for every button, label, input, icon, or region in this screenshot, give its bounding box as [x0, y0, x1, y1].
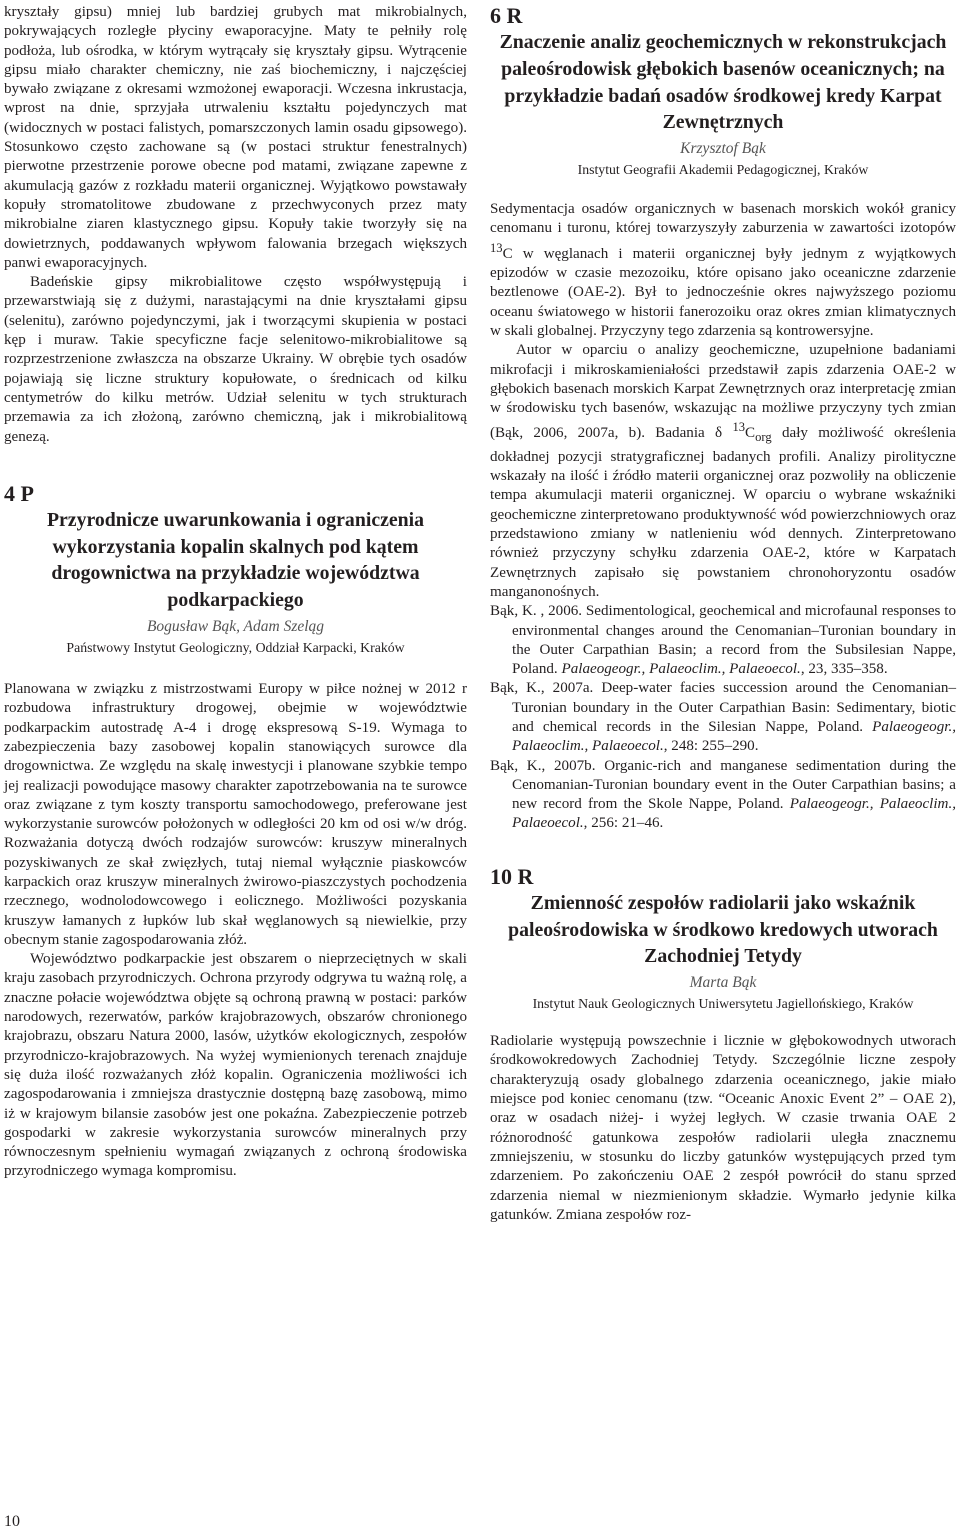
reference-text: Bąk, K. , 2006. Sedimentological, geochemical and microfaunal responses to environmental changes around the Cenomanian–Turonian boundary in the Outer Carpathian Basin; a record from the Subsilesian Nappe, Poland.	[490, 603, 956, 678]
reference-text: Bąk, K., 2007a. Deep-water facies succession around the Cenomanian–Turonian boundary in the Outer Carpathian Basin: Sedimentary, biotic and chemical records in the Silesian Nappe, Poland.	[490, 680, 956, 735]
body-paragraph-1: Radiolarie występują powszechnie i licznie w głębokowodnych utworach środkowokredowych Zachodniej Tetydy. Szczególnie liczne zespoły charakteryzują osady globalnego zdarzenia oceanicznego, jakie miało miejsce pod koniec cenomanu (tzw. “Oceanic Anoxic Event 2” – OAE 2), oraz w osadach niżej- i wyżej ległych. W czasie trwania OAE 2 różnorodność gatunkowa zespołów radiolarii uległa znacznemu zmniejszeniu, w stosunku do liczby gatunków występujących przed tym zdarzeniem. Po zakończeniu OAE 2 zespół powrócił do stanu sprzed zdarzenia niemal w niezmienionym składzie. Wymarło jedynie kilka gatunków. Zmiana zespołów roz-	[490, 1033, 956, 1223]
text-run: Sedymentacja osadów organicznych w basenach morskich wokół granicy cenomanu i turonu, której towarzyszyły zaburzenia w zawartości izotopów	[490, 201, 956, 237]
abstract-10r	[490, 864, 956, 1225]
body-paragraph-1	[490, 200, 956, 341]
reference-journal: Palaeogeogr., Palaeoclim., Palaeoecol.	[512, 796, 956, 832]
references	[490, 602, 956, 834]
section-number: 6 R	[490, 3, 523, 28]
org-subscript: org	[755, 430, 772, 445]
section-title: Znaczenie analiz geochemicznych w rekonstrukcjach paleośrodowisk głębokich basenów oceanicznych; na przykładzie badań osadów środkowej kredy Karpat Zewnętrznych	[499, 31, 947, 134]
intro-paragraph-1: kryształy gipsu) mniej lub bardziej grubych mat mikrobialnych, pokrywających rozległe płyciny ewaporacyjne. Maty te pełniły rolę podłoża, lub ośrodka, w którym wytrącały się kryształy gipsu. Wytrącenie gipsu miało charakter chemiczny, nie zaś biochemiczny, i najczęściej bywało związane z okresami wzmożonej ewaporacji. Wczesna inkrustacja, wprost na dnie, sprzyjała utrwaleniu kształtu pojedynczych mat (widocznych w postaci falistych, pomarszczonych lamin osadu gipsowego). Stosunkowo często zachowane są (w postaci struktur fenestralnych) pierwotne przestrzenie porowe obecne pod matami, związane zapewne z akumulacją gazów z rozkładu materii organicznej. Wyjątkowo powstawały kopuły stromatolitowe zbudowane z przechwyconych przez maty mikrobialne ziaren klastycznego gipsu. Kopuły takie tworzyły się na dowietrznych, poddawanych wpływom falowania brzegach większych panwi ewaporacyjnych.	[4, 4, 467, 271]
right-column	[490, 3, 956, 1225]
reference-journal: Palaeogeogr., Palaeoclim., Palaeoecol.	[512, 718, 956, 755]
left-column	[4, 3, 467, 1182]
section-authors: Marta Bąk	[689, 974, 757, 992]
body-paragraph-2: Województwo podkarpackie jest obszarem o nieprzeciętnych w skali kraju zasobach przyrodniczych. Ochrona przyrody odgrywa tu ważną rolę, a znaczne połacie województwa objęte są ochroną prawną w postaci: parków narodowych, rezerwatów, parków krajobrazowych, obszarów chronionego krajobrazu, obszaru Natura 2000, lasów, użytków ekologicznych, zespołów przyrodniczo-krajobrazowych. Na wyżej wymienionych terenach znajduje się duża ilość rozważanych złóż kopalin. Ograniczenia możliwości ich zagospodarowania i zmniejsza drastycznie dostępną bazę zasobową, mimo iż w krajowym bilansie zasobów jest one pokaźna. Zabezpieczenie potrzeb gospodarki w zakresie wykorzystania surowców mineralnych przy równoczesnym spełnieniu wymagań związanych z ochroną środowiska przyrodniczego wymaga kompromisu.	[4, 951, 467, 1180]
reference-journal: Palaeogeogr., Palaeoclim., Palaeoecol.	[561, 661, 801, 678]
reference-2	[490, 679, 956, 756]
section-authors: Bogusław Bąk, Adam Szeląg	[146, 618, 325, 636]
section-affiliation: Instytut Geografii Akademii Pedagogicznej, Kraków	[577, 162, 869, 178]
reference-1	[490, 602, 956, 679]
page-number: 10	[4, 1513, 20, 1530]
reference-pages: , 23, 335–358.	[800, 661, 888, 678]
intro-paragraph-2: Badeńskie gipsy mikrobialitowe często współwystępują i przewarstwiają się z dużymi, narastającymi na dnie kryształami gipsu (selenitu), zarówno pojedynczymi, jak i tworzącymi skupienia w postaci kęp i muraw. Takie specyficzne facje selenitowo-mikrobialitowe są rozprzestrzenione zwłaszcza na obszarze Ukrainy. W obrębie tych osadów pojawiają się liczne struktury kopułowate, o średnicach od kilku centymetrów do kilku metrów. Udział selenitu w tych strukturach przemawia za ich złożoną, zarówno chemiczną, jak i mikrobialitową genezą.	[4, 274, 467, 445]
carbon-symbol: C	[745, 425, 756, 442]
text-run: Autor w oparciu o analizy geochemiczne, uzupełnione badaniami mikrofacji i mikroskamieniałości przedstawił zapis zdarzenia OAE-2 w głębokich basenach morskich Karpat Zewnętrznych oraz interpretację zmian w środowisku tych basenów, wskazując na możliwe przyczyny tych zmian (Bąk, 2006, 2007a, b). Badania δ	[490, 342, 956, 442]
reference-pages: , 256: 21–46.	[583, 815, 664, 832]
text-run: dały możliwość określenia dokładnej pozycji stratygraficznej badanych profili. Analizy pirolityczne wskazały na ilość i źródło materii organicznej oraz pozwoliły na obliczenie tempa akumulacji materii organicznej. W oparciu o wybrane wskaźniki geochemiczne zinterpretowano produktywność wód powierzchniowych oraz przedstawiono zmiany w natlenieniu wód dennych. Zinterpretowano również przyczyny schyłku zdarzenia OAE-2, które w Karpatach Zewnętrznych zapisało się powstaniem chronohoryzontu osadów manganonośnych.	[490, 425, 956, 600]
abstract-4p	[4, 481, 467, 1182]
reference-pages: , 248: 255–290.	[663, 738, 759, 755]
reference-3	[490, 757, 956, 834]
isotope-superscript: 13	[732, 420, 746, 435]
body-paragraph-2	[490, 341, 956, 602]
body-paragraph-1: Planowana w związku z mistrzostwami Europy w piłce nożnej w 2012 r rozbudowa infrastruktury drogowej, obejmie w województwie podkarpackim autostradę A-4 i drogę ekspresową S-19. Wymaga to zabezpieczenia bazy zasobowej kopalin stanowiących surowce dla drogownictwa. Ze względu na skalę inwestycji i planowane szybkie tempo jej realizacji powodujące masowy charakter zapotrzebowania na te surowce oraz związane z tym koszty transportu samochodowego, preferowane jest wykorzystanie surowców położonych w odległości 20 km od osi w/w dróg. Rozważania dotyczą dwóch rodzajów surowców: kruszyw mineralnych pozyskiwanych ze skał zwięzłych, tutaj niemal wyłącznie piaskowców karpackich oraz kruszyw mineralnych żwirowo-piaszczystych pochodzenia rzecznego, wodnolodowcowego i eolicznego. Możliwości pozyskania kruszyw łamanych z łupków lub skał węglanowych są niewielkie, przy obecnym stanie zagospodarowania złóż.	[4, 681, 467, 948]
abstract-6r	[490, 3, 956, 834]
section-affiliation: Państwowy Instytut Geologiczny, Oddział Karpacki, Kraków	[66, 640, 405, 656]
text-run: C w węglanach i materii organicznej były jednym z wyjątkowych epizodów w czasie mezozoiku, które opisano jako oceaniczne zdarzenie beztlenowe (OAE-2). Był to jednocześnie okres najwyższego poziomu oceanu światowego w historii fanerozoiku oraz okres zmian klimatycznych w skali globalnej. Przyczyny tego zdarzenia są kontrowersyjne.	[490, 245, 956, 339]
section-affiliation: Instytut Nauk Geologicznych Uniwersytetu Jagiellońskiego, Kraków	[532, 996, 914, 1012]
section-number: 4 P	[4, 480, 34, 506]
section-authors: Krzysztof Bąk	[680, 140, 766, 158]
section-number: 10 R	[490, 863, 534, 889]
section-title: Zmienność zespołów radiolarii jako wskaźnik paleośrodowiska w środkowo kredowych utworach Zachodniej Tetydy	[508, 891, 938, 968]
isotope-superscript: 13	[490, 240, 503, 255]
reference-text: Bąk, K., 2007b. Organic-rich and manganese sedimentation during the Cenomanian-Turonian boundary event in the Outer Carpathian basins; a new record from the Skole Nappe, Poland.	[490, 757, 956, 813]
section-title: Przyrodnicze uwarunkowania i ograniczenia wykorzystania kopalin skalnych pod kątem drogownictwa na przykładzie województwa podkarpackiego	[46, 508, 425, 612]
